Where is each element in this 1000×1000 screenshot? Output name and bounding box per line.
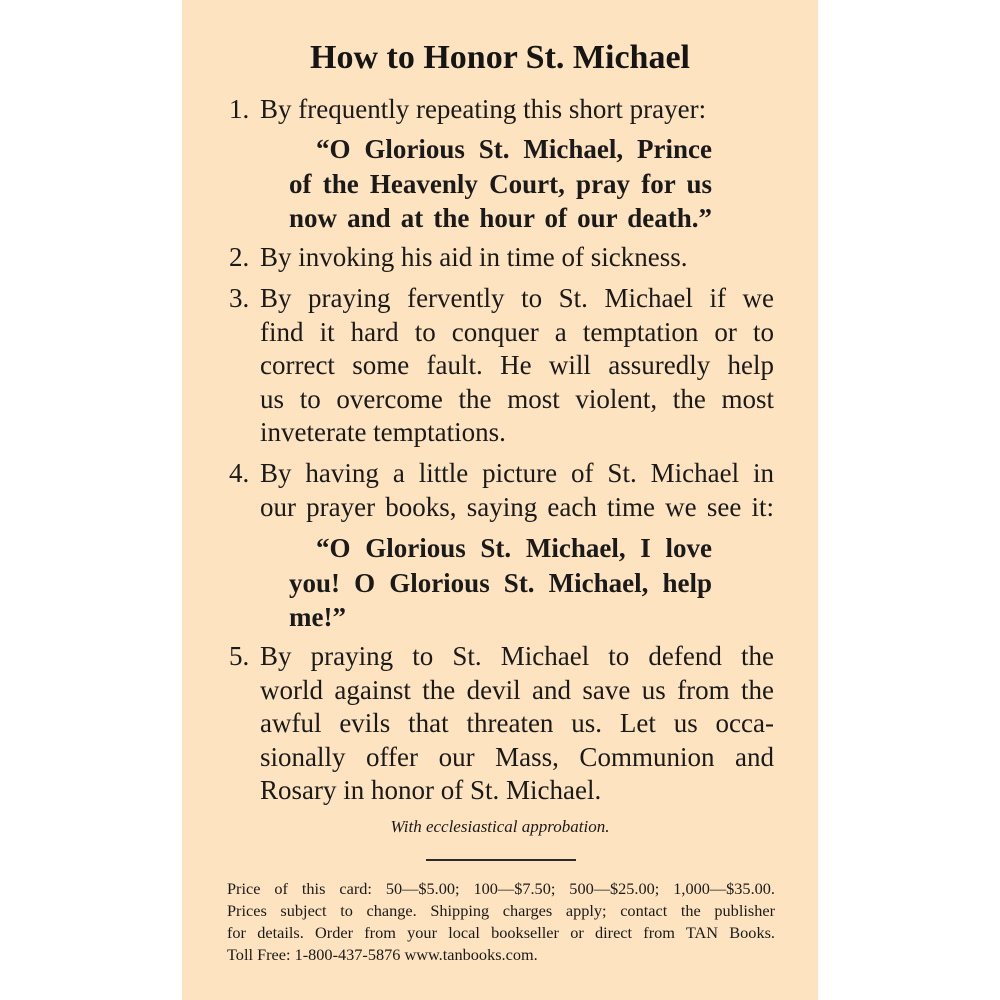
item-text-line: By having a little picture of St. Michael in (260, 458, 774, 488)
prayer-line: “O Glorious St. Michael, I love (316, 533, 712, 563)
prayer-line: you! O Glorious St. Michael, help (289, 568, 712, 598)
approbation-note: With ecclesiastical approbation. (390, 817, 610, 836)
prayer-card (182, 0, 818, 1000)
fine-print-line: Prices subject to change. Shipping charges apply; contact the publisher (227, 901, 775, 920)
item-text-line: us to overcome the most violent, the most (260, 384, 774, 414)
item-text-line: sionally offer our Mass, Communion and (260, 742, 774, 772)
item-number: 1. (229, 94, 250, 124)
card-title: How to Honor St. Michael (310, 39, 690, 76)
fine-print-line: for details. Order from your local bookseller or direct from TAN Books. (227, 923, 775, 942)
fine-print-line: Price of this card: 50—$5.00; 100—$7.50; 500—$25.00; 1,000—$35.00. (227, 879, 775, 898)
item-text-line: inveterate temptations. (260, 417, 506, 447)
item-number: 5. (229, 641, 250, 671)
item-number: 4. (229, 458, 250, 488)
item-text-line: Rosary in honor of St. Michael. (260, 775, 602, 805)
divider (426, 859, 576, 861)
item-text-line: By praying fervently to St. Michael if we (260, 283, 774, 313)
item-text-line: our prayer books, saying each time we see it: (260, 492, 774, 522)
item-text-line: By frequently repeating this short prayer: (260, 94, 707, 124)
prayer-line: me!” (289, 602, 346, 632)
item-text-line: By praying to St. Michael to defend the (260, 641, 774, 671)
item-text-line: find it hard to conquer a temptation or to (260, 317, 774, 347)
item-text-line: By invoking his aid in time of sickness. (260, 242, 688, 272)
item-number: 3. (229, 283, 250, 313)
prayer-line: of the Heavenly Court, pray for us (289, 169, 712, 199)
item-number: 2. (229, 242, 250, 272)
fine-print-line: Toll Free: 1-800-437-5876 www.tanbooks.com. (227, 945, 538, 964)
prayer-line: now and at the hour of our death.” (289, 203, 712, 233)
item-text-line: correct some fault. He will assuredly help (260, 350, 774, 380)
prayer-line: “O Glorious St. Michael, Prince (316, 134, 712, 164)
item-text-line: awful evils that threaten us. Let us occa- (260, 708, 774, 738)
item-text-line: world against the devil and save us from the (260, 675, 774, 705)
